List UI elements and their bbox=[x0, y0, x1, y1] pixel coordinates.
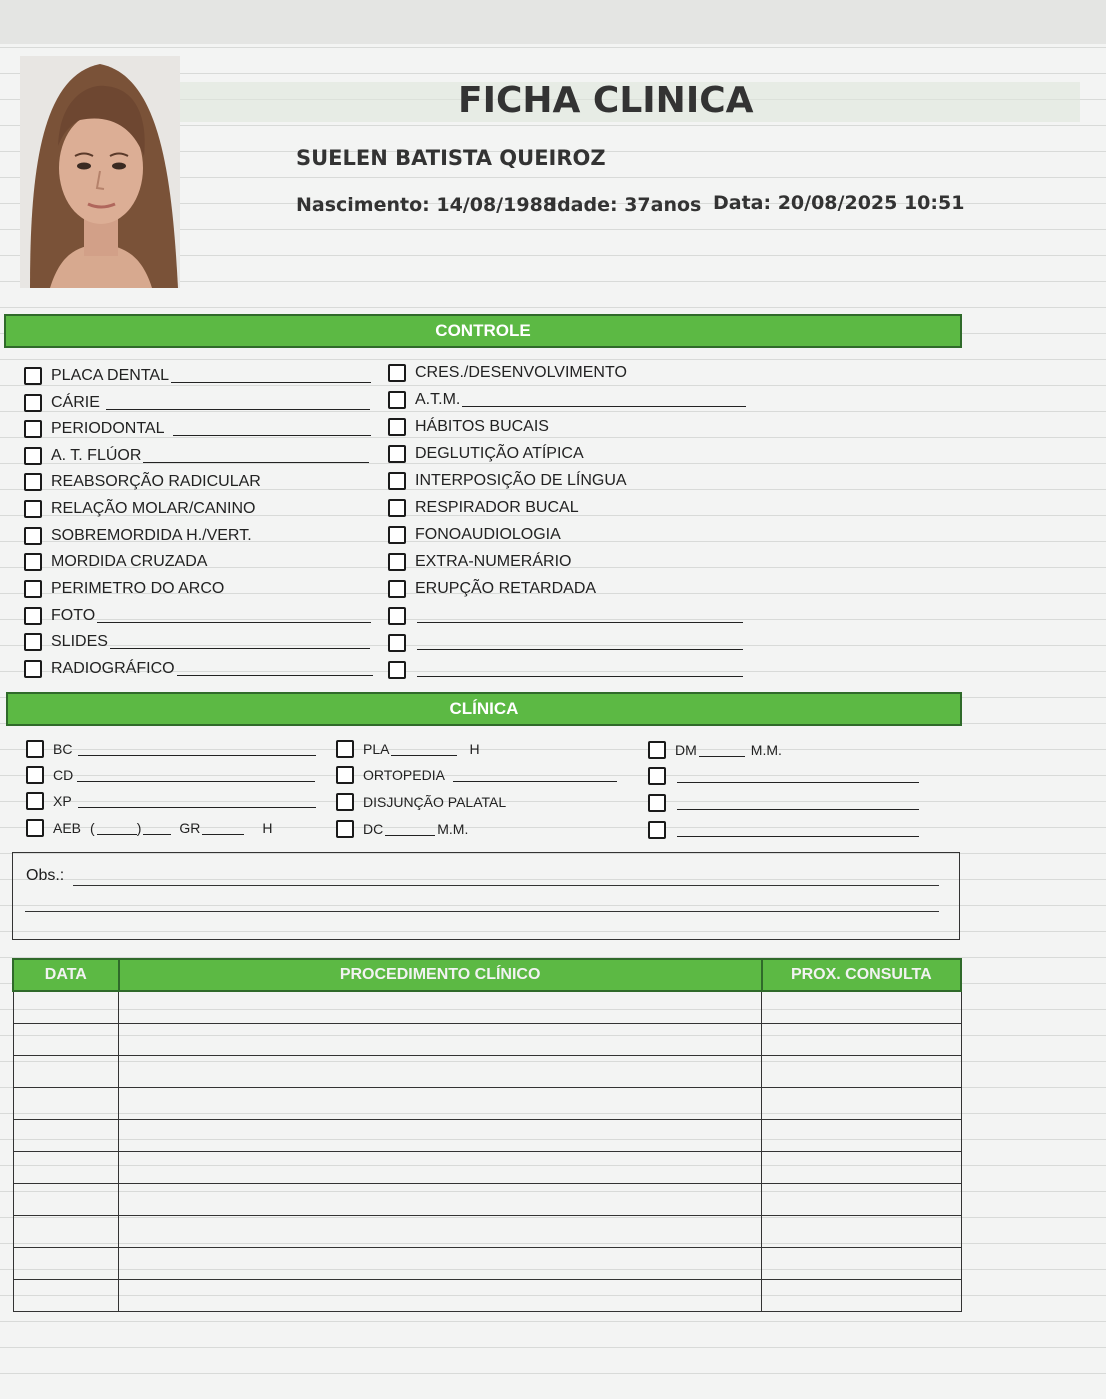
checkbox-icon[interactable] bbox=[26, 792, 44, 810]
checkbox-at-fluor[interactable] bbox=[24, 445, 369, 467]
fill-line[interactable] bbox=[78, 743, 316, 756]
checkbox-dm[interactable] bbox=[648, 739, 782, 761]
checkbox-icon[interactable] bbox=[648, 794, 666, 812]
fill-line[interactable] bbox=[417, 610, 743, 623]
cell-procedimento[interactable] bbox=[119, 1248, 762, 1280]
table-row bbox=[13, 1184, 961, 1216]
label-dc-mm: M.M. bbox=[437, 821, 469, 837]
checkbox-cd[interactable] bbox=[26, 764, 315, 786]
checkbox-icon[interactable] bbox=[26, 740, 44, 758]
checkbox-icon[interactable] bbox=[336, 793, 354, 811]
label-aeb: AEB bbox=[53, 820, 82, 836]
checkbox-icon[interactable] bbox=[26, 819, 44, 837]
checkbox-perimetro-arco[interactable] bbox=[24, 578, 224, 600]
obs-line-1[interactable] bbox=[73, 885, 939, 886]
cell-procedimento[interactable] bbox=[119, 1088, 762, 1120]
observations-box[interactable] bbox=[12, 852, 960, 940]
cell-prox-consulta[interactable] bbox=[762, 1216, 961, 1248]
label-carie: CÁRIE bbox=[51, 394, 100, 411]
checkbox-atm[interactable] bbox=[388, 389, 746, 411]
label-dm: DM bbox=[675, 742, 697, 758]
cell-data[interactable] bbox=[13, 1024, 119, 1056]
birth-date: Nascimento: 14/08/1988 bbox=[296, 194, 557, 216]
cell-procedimento[interactable] bbox=[119, 1280, 762, 1312]
checkbox-periodontal[interactable] bbox=[24, 418, 371, 440]
label-slides: SLIDES bbox=[51, 633, 108, 650]
fill-line[interactable] bbox=[677, 770, 919, 783]
patient-age: Idade: 37anos bbox=[550, 194, 702, 216]
fill-line[interactable] bbox=[143, 822, 171, 835]
cell-procedimento[interactable] bbox=[119, 1216, 762, 1248]
cell-data[interactable] bbox=[13, 1280, 119, 1312]
checkbox-radiografico[interactable] bbox=[24, 658, 373, 680]
table-row bbox=[13, 1152, 961, 1184]
checkbox-icon[interactable] bbox=[648, 821, 666, 839]
checkbox-icon[interactable] bbox=[388, 553, 406, 571]
checkbox-respirador[interactable] bbox=[388, 497, 579, 519]
checkbox-erupcao[interactable] bbox=[388, 578, 596, 600]
clinica-title: CLÍNICA bbox=[449, 699, 519, 718]
checkbox-slides[interactable] bbox=[24, 631, 370, 653]
table-body bbox=[13, 991, 961, 1312]
checkbox-icon[interactable] bbox=[26, 766, 44, 784]
checkbox-interposicao[interactable] bbox=[388, 470, 627, 492]
label-periodontal: PERIODONTAL bbox=[51, 420, 165, 437]
col-data: DATA bbox=[13, 959, 119, 991]
label-degluticao: DEGLUTIÇÃO ATÍPICA bbox=[415, 445, 584, 462]
checkbox-blank-3[interactable] bbox=[388, 659, 743, 681]
label-xp: XP bbox=[53, 793, 72, 809]
checkbox-xp[interactable] bbox=[26, 790, 316, 812]
table-row bbox=[13, 1056, 961, 1088]
fill-line[interactable] bbox=[143, 450, 369, 463]
label-habitos-bucais: HÁBITOS BUCAIS bbox=[415, 418, 549, 435]
table-header-row bbox=[13, 959, 961, 991]
checkbox-icon[interactable] bbox=[388, 634, 406, 652]
paren-close: ) bbox=[136, 820, 142, 836]
label-extra-numerario: EXTRA-NUMERÁRIO bbox=[415, 553, 572, 570]
cell-procedimento[interactable] bbox=[119, 1056, 762, 1088]
checkbox-icon[interactable] bbox=[388, 418, 406, 436]
clinica-section-header bbox=[6, 692, 962, 726]
cell-prox-consulta[interactable] bbox=[762, 1120, 961, 1152]
cell-data[interactable] bbox=[13, 991, 119, 1024]
checkbox-icon[interactable] bbox=[24, 527, 42, 545]
cell-prox-consulta[interactable] bbox=[762, 1184, 961, 1216]
cell-data[interactable] bbox=[13, 1152, 119, 1184]
fill-line[interactable] bbox=[97, 822, 137, 835]
cell-procedimento[interactable] bbox=[119, 1024, 762, 1056]
checkbox-icon[interactable] bbox=[24, 394, 42, 412]
checkbox-icon[interactable] bbox=[24, 553, 42, 571]
label-cd: CD bbox=[53, 767, 74, 783]
fill-line[interactable] bbox=[385, 823, 435, 836]
table-row bbox=[13, 1088, 961, 1120]
label-perimetro-arco: PERIMETRO DO ARCO bbox=[51, 580, 225, 597]
obs-line-2[interactable] bbox=[25, 911, 939, 912]
checkbox-pla[interactable] bbox=[336, 738, 480, 760]
checkbox-icon[interactable] bbox=[336, 740, 354, 758]
checkbox-blank-1[interactable] bbox=[388, 605, 743, 627]
fill-line[interactable] bbox=[202, 822, 244, 835]
controle-title: CONTROLE bbox=[435, 321, 531, 340]
label-radiografico: RADIOGRÁFICO bbox=[51, 660, 175, 677]
checkbox-foto[interactable] bbox=[24, 605, 371, 627]
checkbox-icon[interactable] bbox=[388, 526, 406, 544]
cell-data[interactable] bbox=[13, 1056, 119, 1088]
fill-line[interactable] bbox=[699, 744, 745, 757]
cell-prox-consulta[interactable] bbox=[762, 1056, 961, 1088]
label-interposicao: INTERPOSIÇÃO DE LÍNGUA bbox=[415, 472, 627, 489]
checkbox-blank-2[interactable] bbox=[388, 632, 743, 654]
checkbox-placa-dental[interactable] bbox=[24, 365, 371, 387]
checkbox-icon[interactable] bbox=[648, 767, 666, 785]
checkbox-icon[interactable] bbox=[388, 445, 406, 463]
checkbox-icon[interactable] bbox=[24, 447, 42, 465]
label-sobremordida: SOBREMORDIDA H./VERT. bbox=[51, 527, 252, 544]
checkbox-ortopedia[interactable] bbox=[336, 764, 617, 786]
checkbox-icon[interactable] bbox=[336, 820, 354, 838]
table-row bbox=[13, 1216, 961, 1248]
cell-data[interactable] bbox=[13, 1184, 119, 1216]
checkbox-reabsorcao[interactable] bbox=[24, 471, 261, 493]
checkbox-habitos-bucais[interactable] bbox=[388, 416, 549, 438]
fill-line[interactable] bbox=[97, 610, 371, 623]
label-at-fluor: A. T. FLÚOR bbox=[51, 447, 142, 464]
checkbox-extra-numerario[interactable] bbox=[388, 551, 571, 573]
label-reabsorcao: REABSORÇÃO RADICULAR bbox=[51, 473, 261, 490]
checkbox-icon[interactable] bbox=[24, 607, 42, 625]
checkbox-icon[interactable] bbox=[24, 580, 42, 598]
checkbox-icon[interactable] bbox=[388, 580, 406, 598]
checkbox-icon[interactable] bbox=[388, 391, 406, 409]
checkbox-icon[interactable] bbox=[24, 367, 42, 385]
table-row bbox=[13, 1280, 961, 1312]
checkbox-icon[interactable] bbox=[388, 661, 406, 679]
cell-data[interactable] bbox=[13, 1088, 119, 1120]
label-respirador: RESPIRADOR BUCAL bbox=[415, 499, 579, 516]
checkbox-clinica-blank-3[interactable] bbox=[648, 819, 919, 841]
label-mordida-cruzada: MORDIDA CRUZADA bbox=[51, 553, 208, 570]
checkbox-disjuncao[interactable] bbox=[336, 791, 506, 813]
checkbox-fonoaudiologia[interactable] bbox=[388, 524, 561, 546]
checkbox-degluticao[interactable] bbox=[388, 443, 584, 465]
table-row bbox=[13, 991, 961, 1024]
label-placa-dental: PLACA DENTAL bbox=[51, 367, 169, 384]
col-procedimento: PROCEDIMENTO CLÍNICO bbox=[119, 959, 762, 991]
fill-line[interactable] bbox=[171, 370, 371, 383]
fill-line[interactable] bbox=[677, 797, 919, 810]
label-atm: A.T.M. bbox=[415, 391, 461, 408]
label-pla: PLA bbox=[363, 741, 390, 757]
cell-prox-consulta[interactable] bbox=[762, 1280, 961, 1312]
cell-procedimento[interactable] bbox=[119, 1120, 762, 1152]
checkbox-icon[interactable] bbox=[388, 607, 406, 625]
col-prox-consulta: PROX. CONSULTA bbox=[762, 959, 961, 991]
record-date: Data: 20/08/2025 10:51 bbox=[713, 192, 965, 214]
checkbox-icon[interactable] bbox=[24, 500, 42, 518]
checkbox-dc[interactable] bbox=[336, 818, 468, 840]
checkbox-mordida-cruzada[interactable] bbox=[24, 551, 207, 573]
table-row bbox=[13, 1248, 961, 1280]
fill-line[interactable] bbox=[77, 769, 315, 782]
checkbox-icon[interactable] bbox=[336, 766, 354, 784]
fill-line[interactable] bbox=[391, 743, 457, 756]
label-ortopedia: ORTOPEDIA bbox=[363, 767, 445, 783]
label-foto: FOTO bbox=[51, 607, 96, 624]
cell-data[interactable] bbox=[13, 1216, 119, 1248]
checkbox-icon[interactable] bbox=[24, 660, 42, 678]
label-pla-h: H bbox=[469, 741, 480, 757]
checkbox-icon[interactable] bbox=[24, 420, 42, 438]
fill-line[interactable] bbox=[417, 664, 743, 677]
checkbox-carie[interactable] bbox=[24, 392, 370, 414]
table-row bbox=[13, 1024, 961, 1056]
checkbox-icon[interactable] bbox=[388, 499, 406, 517]
label-bc: BC bbox=[53, 741, 73, 757]
fill-line[interactable] bbox=[453, 769, 617, 782]
checkbox-icon[interactable] bbox=[388, 472, 406, 490]
checkbox-relacao-molar[interactable] bbox=[24, 498, 255, 520]
procedures-table bbox=[12, 958, 962, 1312]
label-dc: DC bbox=[363, 821, 384, 837]
label-h: H bbox=[262, 820, 273, 836]
form-title: FICHA CLINICA bbox=[458, 80, 754, 121]
checkbox-bc[interactable] bbox=[26, 738, 316, 760]
cell-procedimento[interactable] bbox=[119, 991, 762, 1024]
patient-photo bbox=[20, 56, 180, 288]
fill-line[interactable] bbox=[177, 663, 373, 676]
label-gr: GR bbox=[179, 820, 201, 836]
cell-prox-consulta[interactable] bbox=[762, 991, 961, 1024]
label-disjuncao: DISJUNÇÃO PALATAL bbox=[363, 794, 507, 810]
checkbox-icon[interactable] bbox=[648, 741, 666, 759]
cell-prox-consulta[interactable] bbox=[762, 1248, 961, 1280]
label-fonoaudiologia: FONOAUDIOLOGIA bbox=[415, 526, 561, 543]
label-erupcao: ERUPÇÃO RETARDADA bbox=[415, 580, 597, 597]
fill-line[interactable] bbox=[677, 824, 919, 837]
controle-section-header bbox=[4, 314, 962, 348]
checkbox-icon[interactable] bbox=[24, 473, 42, 491]
label-relacao-molar: RELAÇÃO MOLAR/CANINO bbox=[51, 500, 256, 517]
checkbox-clinica-blank-1[interactable] bbox=[648, 765, 919, 787]
label-dm-mm: M.M. bbox=[750, 742, 782, 758]
fill-line[interactable] bbox=[417, 637, 743, 650]
cell-prox-consulta[interactable] bbox=[762, 1024, 961, 1056]
fill-line[interactable] bbox=[106, 397, 370, 410]
fill-line[interactable] bbox=[110, 636, 370, 649]
checkbox-clinica-blank-2[interactable] bbox=[648, 792, 919, 814]
checkbox-crescimento[interactable] bbox=[388, 362, 627, 384]
cell-data[interactable] bbox=[13, 1248, 119, 1280]
checkbox-aeb[interactable] bbox=[26, 817, 272, 839]
fill-line[interactable] bbox=[78, 795, 316, 808]
fill-line[interactable] bbox=[173, 423, 371, 436]
patient-name: SUELEN BATISTA QUEIROZ bbox=[296, 146, 606, 170]
paren-open: ( bbox=[90, 820, 95, 836]
checkbox-icon[interactable] bbox=[388, 364, 406, 382]
cell-prox-consulta[interactable] bbox=[762, 1152, 961, 1184]
cell-data[interactable] bbox=[13, 1120, 119, 1152]
table-row bbox=[13, 1120, 961, 1152]
checkbox-sobremordida[interactable] bbox=[24, 525, 252, 547]
fill-line[interactable] bbox=[462, 394, 746, 407]
checkbox-icon[interactable] bbox=[24, 633, 42, 651]
obs-label: Obs.: bbox=[26, 867, 65, 884]
cell-procedimento[interactable] bbox=[119, 1152, 762, 1184]
cell-procedimento[interactable] bbox=[119, 1184, 762, 1216]
cell-prox-consulta[interactable] bbox=[762, 1088, 961, 1120]
label-crescimento: CRES./DESENVOLVIMENTO bbox=[415, 364, 627, 381]
